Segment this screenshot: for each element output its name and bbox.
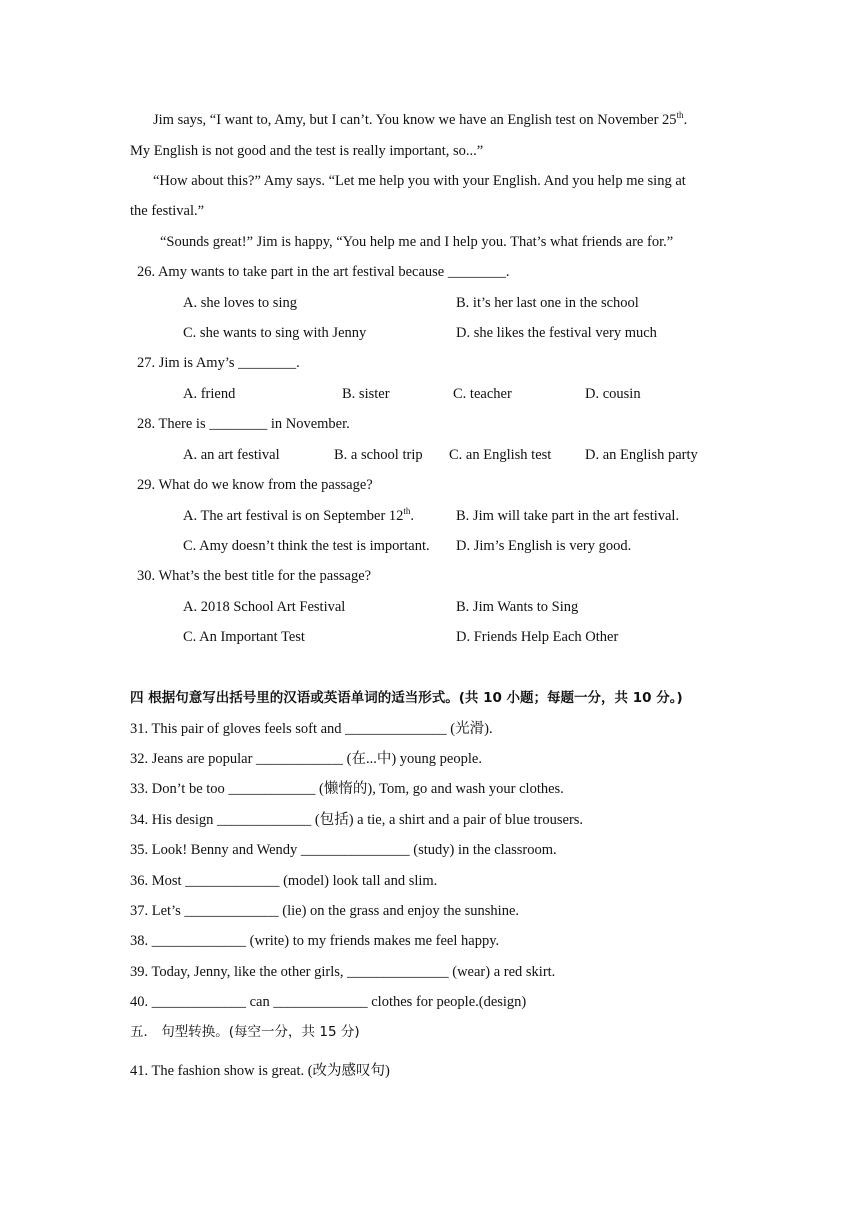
option: B. a school trip: [334, 447, 423, 463]
option: C. Amy doesn’t think the test is important.: [183, 538, 430, 554]
option: B. sister: [342, 386, 390, 402]
option: B. it’s her last one in the school: [456, 295, 639, 311]
option: A. 2018 School Art Festival: [183, 599, 346, 615]
section-heading: 四 根据句意写出括号里的汉语或英语单词的适当形式。(共 10 小题；每题一分，共 10 分。): [130, 690, 683, 706]
option: D. Friends Help Each Other: [456, 629, 619, 645]
passage-line: “How about this?” Amy says. “Let me help you with your English. And you help me sing at: [153, 173, 686, 189]
option: D. cousin: [585, 386, 641, 402]
fill-item: 35. Look! Benny and Wendy _______________ (study) in the classroom.: [130, 842, 557, 858]
passage-line: the festival.”: [130, 203, 205, 219]
option: C. teacher: [453, 386, 512, 402]
question-stem: 29. What do we know from the passage?: [137, 477, 373, 493]
option: A. friend: [183, 386, 236, 402]
question-stem: 30. What’s the best title for the passage?: [137, 568, 372, 584]
fill-item: 34. His design _____________ (包括) a tie, a shirt and a pair of blue trousers.: [130, 812, 584, 828]
option: D. she likes the festival very much: [456, 325, 657, 341]
fill-item: 40. _____________ can _____________ clothes for people.(design): [130, 994, 527, 1010]
fill-item: 33. Don’t be too ____________ (懒惰的), Tom, go and wash your clothes.: [130, 781, 564, 797]
fill-item: 36. Most _____________ (model) look tall and slim.: [130, 873, 438, 889]
question-stem: 27. Jim is Amy’s ________.: [137, 355, 300, 371]
fill-item: 38. _____________ (write) to my friends makes me feel happy.: [130, 933, 500, 949]
question-stem: 26. Amy wants to take part in the art festival because ________.: [137, 264, 510, 280]
option: D. Jim’s English is very good.: [456, 538, 632, 554]
fill-item: 31. This pair of gloves feels soft and ______________ (光滑).: [130, 721, 493, 737]
transform-item: 41. The fashion show is great. (改为感叹句): [130, 1063, 390, 1079]
option: C. an English test: [449, 447, 552, 463]
option: C. she wants to sing with Jenny: [183, 325, 367, 341]
option: A. The art festival is on September 12th.: [183, 506, 415, 524]
passage-line: “Sounds great!” Jim is happy, “You help me and I help you. That’s what friends are for.”: [160, 234, 674, 250]
fill-item: 37. Let’s _____________ (lie) on the grass and enjoy the sunshine.: [130, 903, 520, 919]
option: D. an English party: [585, 447, 698, 463]
fill-item: 39. Today, Jenny, like the other girls, ______________ (wear) a red skirt.: [130, 964, 556, 980]
option: C. An Important Test: [183, 629, 305, 645]
option: B. Jim will take part in the art festival.: [456, 508, 680, 524]
section-heading: 五． 句型转换。(每空一分，共 15 分): [130, 1024, 360, 1040]
passage-line: My English is not good and the test is really important, so...”: [130, 143, 484, 159]
option: B. Jim Wants to Sing: [456, 599, 579, 615]
question-stem: 28. There is ________ in November.: [137, 416, 350, 432]
option: A. she loves to sing: [183, 295, 297, 311]
fill-item: 32. Jeans are popular ____________ (在...中) young people.: [130, 751, 482, 767]
passage-line: Jim says, “I want to, Amy, but I can’t. You know we have an English test on November 25th.: [153, 110, 688, 128]
option: A. an art festival: [183, 447, 280, 463]
